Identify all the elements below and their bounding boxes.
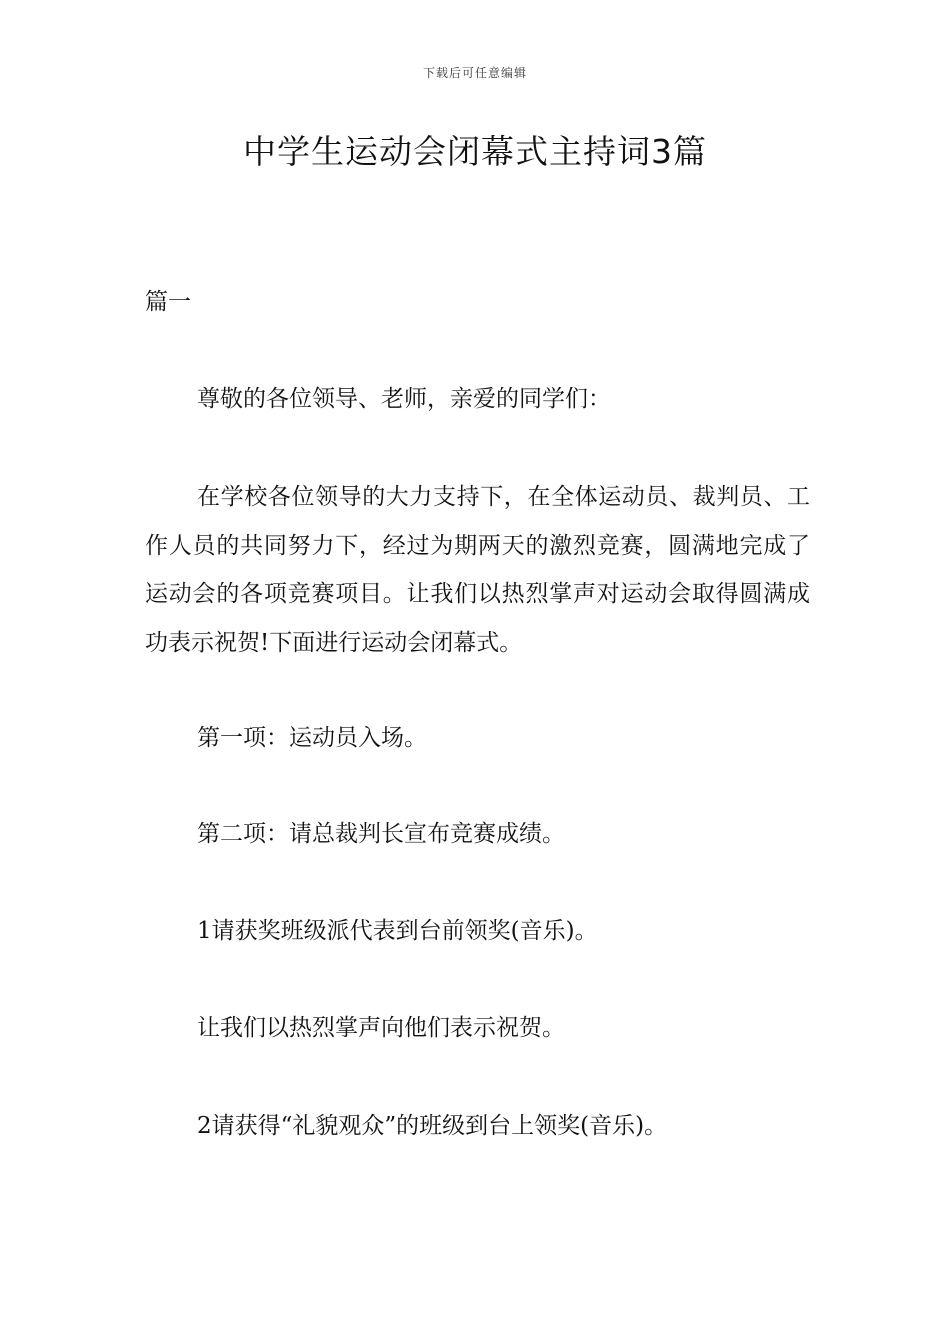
- paragraph-item-1: 第一项：运动员入场。: [197, 725, 427, 751]
- paragraph-award-2: 2请获得“礼貌观众”的班级到台上领奖(音乐)。: [197, 1113, 668, 1139]
- paragraph-greeting: 尊敬的各位领导、老师，亲爱的同学们：: [197, 386, 611, 412]
- paragraph-item-2: 第二项：请总裁判长宣布竞赛成绩。: [197, 821, 565, 847]
- document-title: 中学生运动会闭幕式主持词3篇: [243, 132, 707, 171]
- section-heading: 篇一: [145, 289, 191, 315]
- paragraph-award-1: 1请获奖班级派代表到台前领奖(音乐)。: [197, 918, 598, 944]
- paragraph-intro: 在学校各位领导的大力支持下，在全体运动员、裁判员、工作人员的共同努力下，经过为期两天的激烈竞赛，圆满地完成了运动会的各项竞赛项目。让我们以热烈掌声对运动会取得圆满成功表示祝贺!下面进行运动会闭幕式。: [145, 484, 810, 656]
- paragraph-applause: 让我们以热烈掌声向他们表示祝贺。: [197, 1015, 565, 1041]
- header-note: 下载后可任意编辑: [422, 66, 527, 80]
